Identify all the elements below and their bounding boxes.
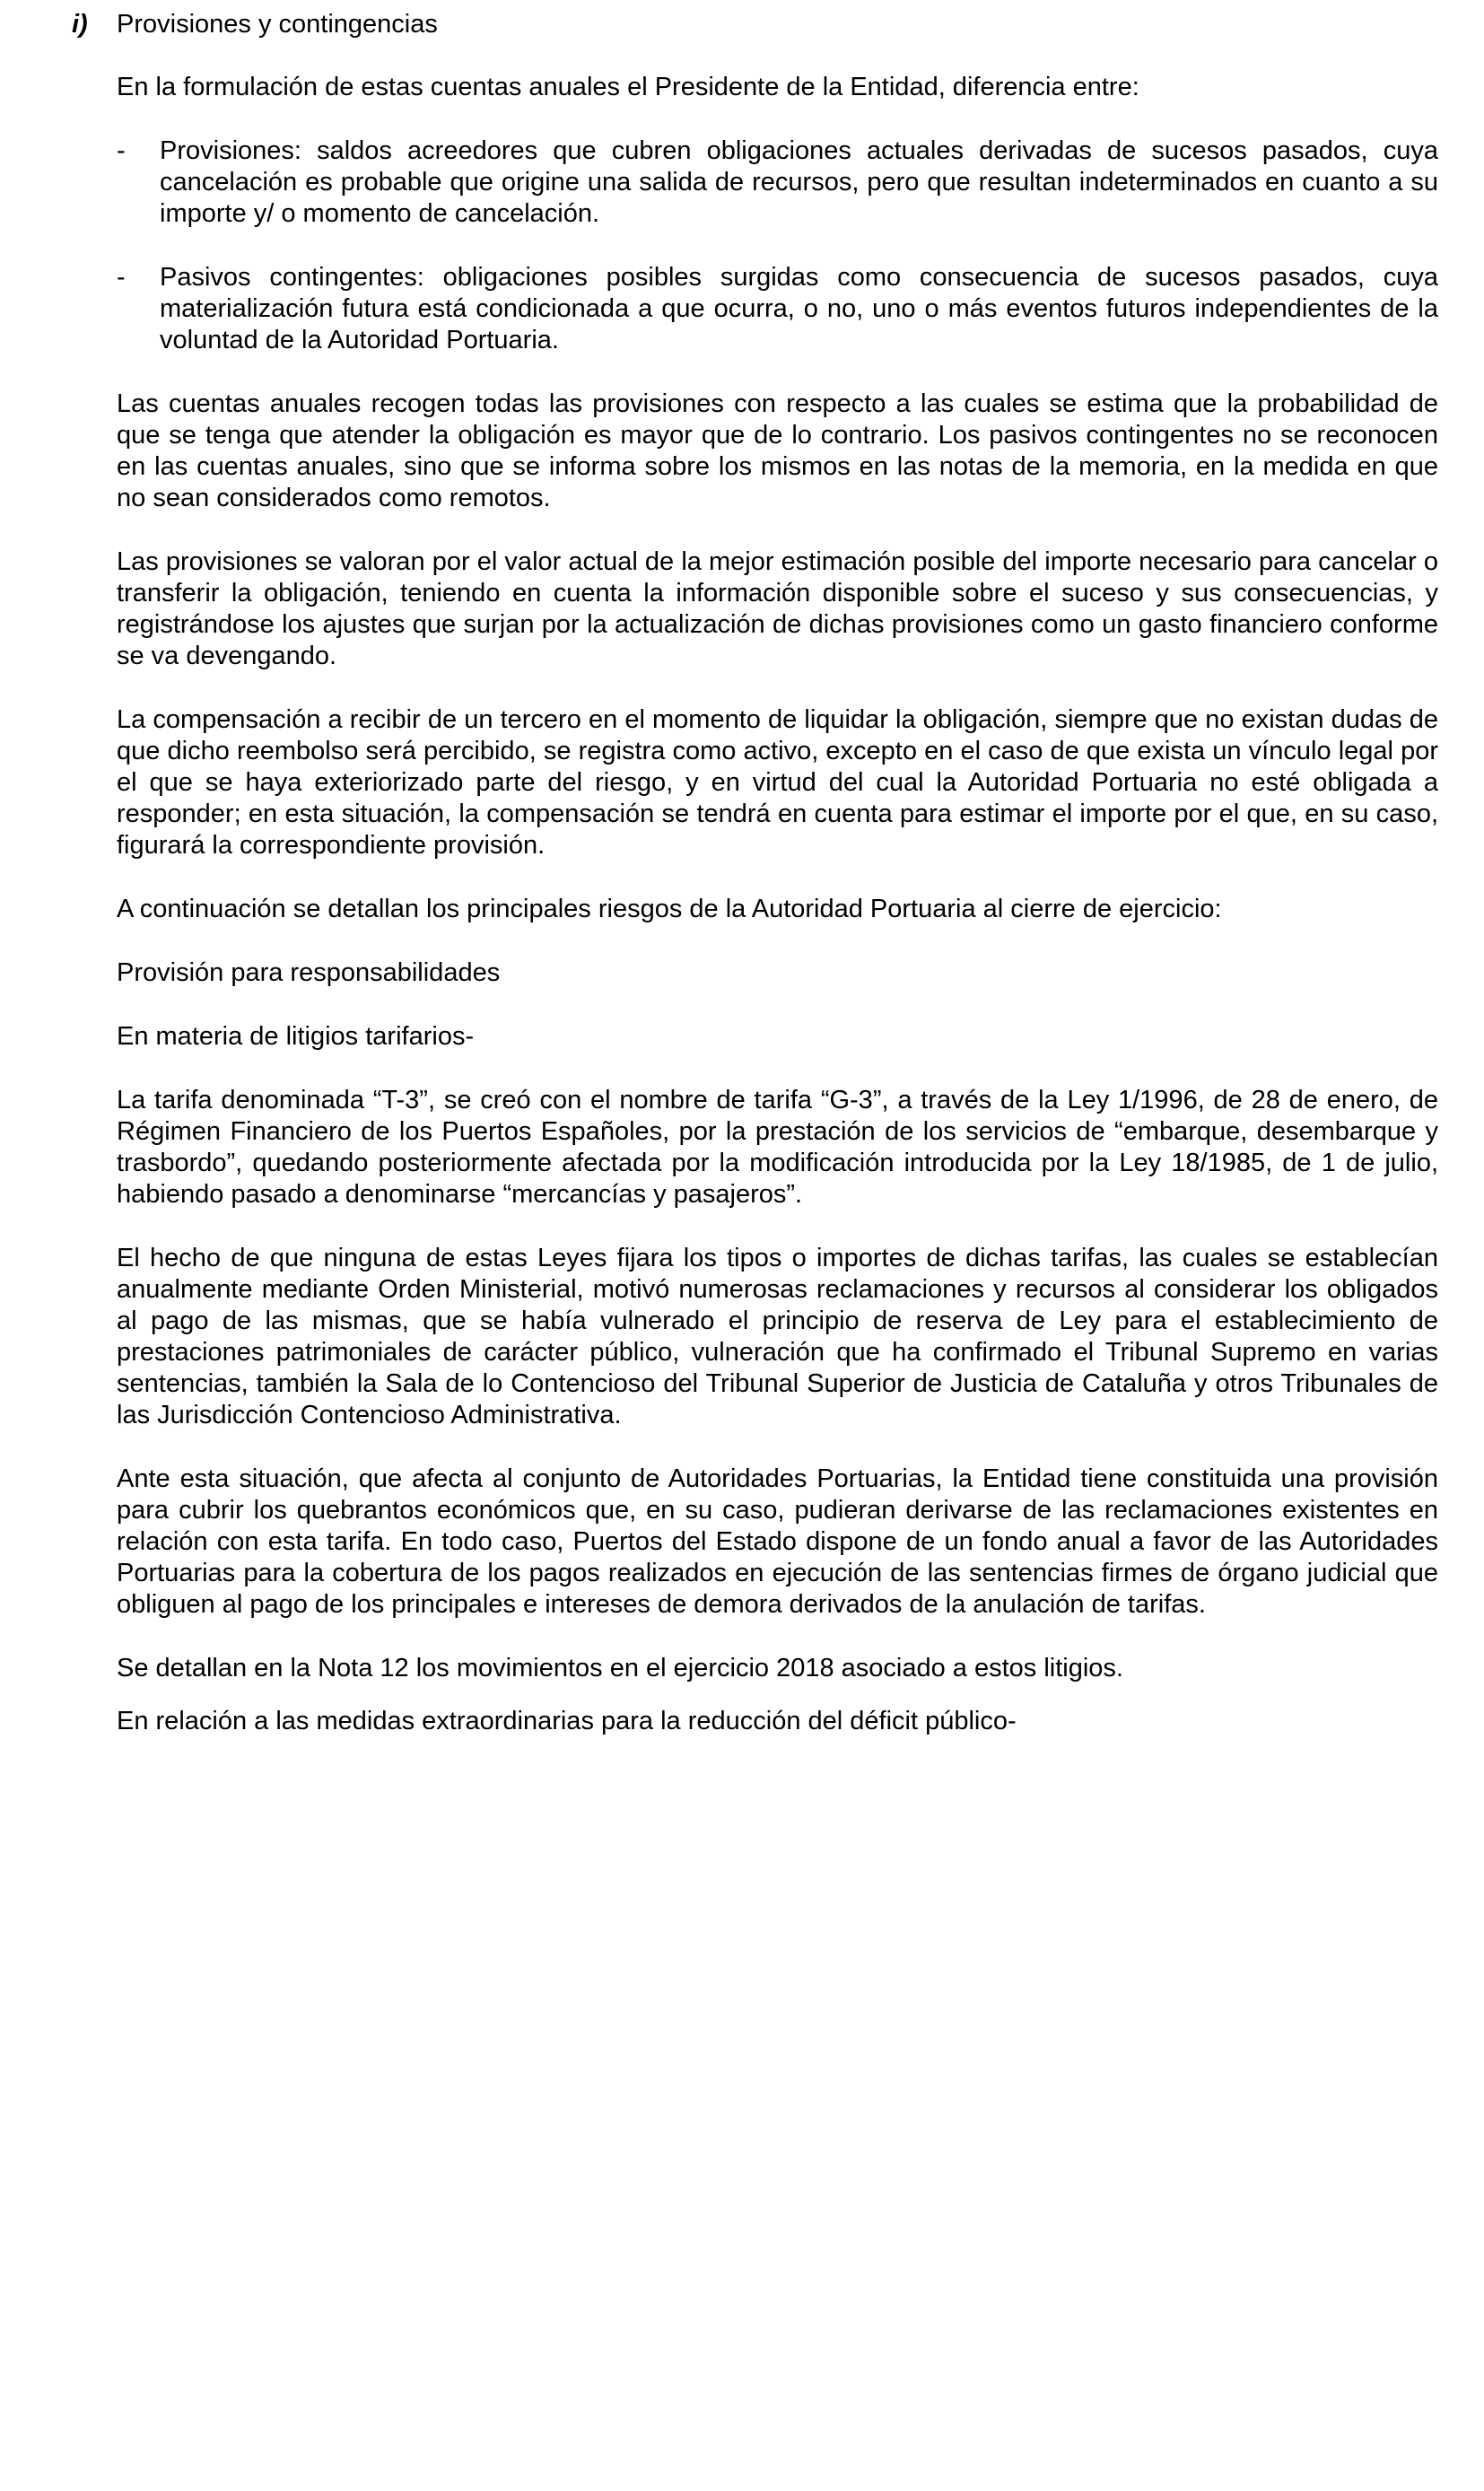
- bullet-dash: -: [117, 263, 126, 292]
- section-heading: [72, 9, 1436, 41]
- section-title: Provisiones y contingencias: [117, 10, 438, 39]
- bullet-text: Pasivos contingentes: obligaciones posibles surgidas como consecuencia de sucesos pasados, cuya materialización futura está condicionada a que ocurra, o no, uno o más eventos futuros independientes de la voluntad de la Autoridad Portuaria.: [160, 263, 1438, 354]
- paragraph-nota-12: Se detallan en la Nota 12 los movimientos en el ejercicio 2018 asociado a estos litigios.: [117, 1654, 1123, 1683]
- bullet-text: Provisiones: saldos acreedores que cubren obligaciones actuales derivadas de sucesos pasados, cuya cancelación es probable que origine una salida de recursos, pero que resultan indeterminados en cuanto a su importe y/ o momento de cancelación.: [160, 136, 1438, 228]
- paragraph-reconocimiento: Las cuentas anuales recogen todas las provisiones con respecto a las cuales se estima que la probabilidad de que se tenga que atender la obligación es mayor que de lo contrario. Los pasivos contingentes no se reconocen en las cuentas anuales, sino que se informa sobre los mismos en las notas de la memoria, en la medida en que no sean considerados como remotos.: [117, 389, 1438, 512]
- paragraph-leyes-reclamaciones: El hecho de que ninguna de estas Leyes fijara los tipos o importes de dichas tarifas, las cuales se establecían anualmente mediante Orden Ministerial, motivó numerosas reclamaciones y recursos al considerar los obligados al pago de las mismas, que se había vulnerado el principio de reserva de Ley para el establecimiento de prestaciones patrimoniales de carácter público, vulneración que ha confirmado el Tribunal Supremo en varias sentencias, también la Sala de lo Contencioso del Tribunal Superior de Justicia de Cataluña y otros Tribunales de las Jurisdicción Contencioso Administrativa.: [117, 1244, 1438, 1429]
- bullet-dash: -: [117, 136, 126, 165]
- paragraph-tarifa-t3: La tarifa denominada “T-3”, se creó con el nombre de tarifa “G-3”, a través de la Ley 1/1996, de 28 de enero, de Régimen Financiero de los Puertos Españoles, por la prestación de los servicios de “embarque, desembarque y trasbordo”, quedando posteriormente afectada por la modificación introducida por la Ley 18/1985, de 1 de julio, habiendo pasado a denominarse “mercancías y pasajeros”.: [117, 1086, 1438, 1209]
- paragraph-compensacion: La compensación a recibir de un tercero en el momento de liquidar la obligación, siempre que no existan dudas de que dicho reembolso será percibido, se registra como activo, excepto en el caso de que exista un vínculo legal por el que se haya exteriorizado parte del riesgo, y en virtud del cual la Autoridad Portuaria no esté obligada a responder; en esta situación, la compensación se tendrá en cuenta para estimar el importe por el que, en su caso, figurará la correspondiente provisión.: [117, 705, 1438, 860]
- bullet-pasivos-contingentes: [117, 262, 1438, 356]
- paragraph-riesgos-intro: A continuación se detallan los principales riesgos de la Autoridad Portuaria al cierre de ejercicio:: [117, 895, 1222, 923]
- section-body: [117, 72, 1438, 1770]
- paragraph-provision-constituida: Ante esta situación, que afecta al conjunto de Autoridades Portuarias, la Entidad tiene constituida una provisión para cubrir los quebrantos económicos que, en su caso, pudieran derivarse de las reclamaciones existentes en relación con esta tarifa. En todo caso, Puertos del Estado dispone de un fondo anual a favor de las Autoridades Portuarias para la cobertura de los pagos realizados en ejecución de las sentencias firmes de órgano judicial que obliguen al pago de los principales e intereses de demora derivados de la anulación de tarifas.: [117, 1464, 1438, 1619]
- subheading-litigios-tarifarios: En materia de litigios tarifarios-: [117, 1022, 475, 1051]
- paragraph-valoracion: Las provisiones se valoran por el valor actual de la mejor estimación posible del importe necesario para cancelar o transferir la obligación, teniendo en cuenta la información disponible sobre el suceso y sus consecuencias, y registrándose los ajustes que surjan por la actualización de dichas provisiones como un gasto financiero conforme se va devengando.: [117, 547, 1438, 670]
- bullet-provisiones: [117, 135, 1438, 230]
- subheading-deficit-publico: En relación a las medidas extraordinarias para la reducción del déficit público-: [117, 1707, 1017, 1735]
- intro-paragraph: En la formulación de estas cuentas anuales el Presidente de la Entidad, diferencia entre:: [117, 73, 1139, 101]
- subheading-provision-responsabilidades: Provisión para responsabilidades: [117, 958, 501, 987]
- section-letter: i): [72, 10, 88, 39]
